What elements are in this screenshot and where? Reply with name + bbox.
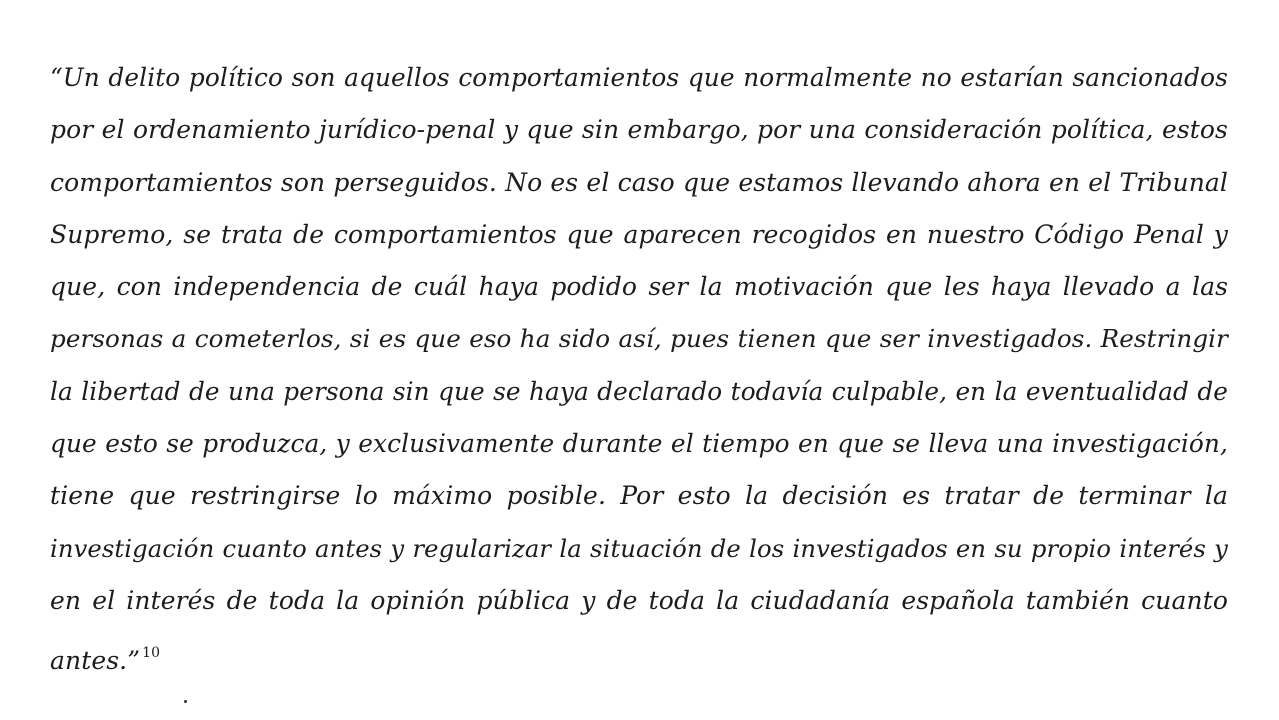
quote-line: “Un delito político son aquellos comportamientos que normalmente no estarían sancionados	[50, 63, 1228, 92]
quote-line: en el interés de toda la opinión pública y de toda la ciudadanía española también cuanto	[50, 585, 1228, 615]
quote-line: la libertad de una persona sin que se haya declarado todavía culpable, en la eventualidad de	[50, 376, 1228, 406]
footnote-reference: 10	[142, 645, 161, 662]
scan-speck	[184, 700, 187, 703]
quote-line: por el ordenamiento jurídico-penal y que sin embargo, por una consideración política, estos	[50, 115, 1228, 145]
quote-line: que, con independencia de cuál haya podido ser la motivación que les haya llevado a las	[50, 272, 1228, 302]
quote-line: comportamientos son perseguidos. No es el caso que estamos llevando ahora en el Tribunal	[50, 167, 1228, 197]
quote-line: personas a cometerlos, si es que eso ha sido así, pues tienen que ser investigados. Restringir	[50, 324, 1228, 354]
quote-last-line	[50, 627, 1228, 679]
quote-line-end: antes.”	[50, 646, 141, 676]
quote-line: investigación cuanto antes y regularizar la situación de los investigados en su propio interés y	[50, 533, 1228, 563]
quote-line: Supremo, se trata de comportamientos que aparecen recogidos en nuestro Código Penal y	[50, 219, 1228, 249]
quote-block	[50, 52, 1228, 680]
quote-line: tiene que restringirse lo máximo posible. Por esto la decisión es tratar de terminar la	[50, 481, 1228, 511]
quote-line: que esto se produzca, y exclusivamente durante el tiempo en que se lleva una investigación,	[50, 429, 1228, 459]
